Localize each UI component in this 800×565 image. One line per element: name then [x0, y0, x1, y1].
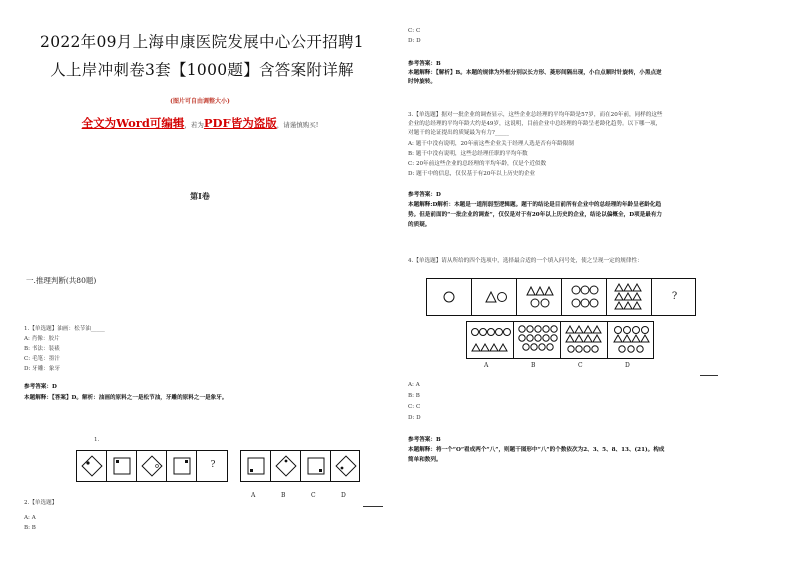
q1-option-a: A: 肖像：胶片 — [24, 336, 60, 342]
q2-choice-d-figure — [331, 451, 361, 481]
q4-stem: 4.【单选题】请从所给的四个选项中，选择最合适的一个填入问号处，使之呈现一定的规律性： — [408, 258, 643, 264]
q1-answer: 参考答案：D — [24, 384, 57, 390]
edit-notice-mid: ，若为 — [184, 121, 204, 129]
q3-stem-line3: 对题干的论证提出的质疑最为有力?_____ — [408, 130, 509, 136]
q2-fig-cell-5 — [197, 451, 229, 481]
q1-option-b: B: 书法：装裱 — [24, 346, 60, 352]
q4-label-a: A — [484, 362, 489, 369]
q4-question-mark: ? — [671, 291, 678, 302]
q4-choice-a-figure — [467, 322, 514, 358]
q1-stem: 1.【单选题】油画：松节油_____ — [24, 326, 105, 332]
q4-choice-c-figure — [561, 322, 608, 358]
q4-choice-b-figure — [514, 322, 561, 358]
q2-figure-number: 1. — [94, 437, 100, 443]
doc-title-line1: 2022年09月上海申康医院发展中心公开招聘1 — [40, 33, 364, 51]
section-heading: 一.推理判断(共80题) — [26, 276, 97, 285]
q4-fig-cell-5 — [607, 279, 652, 315]
q1-analysis: 本题解释：【答案】D。解析：油画的原料之一是松节油，牙雕的原料之一是象牙。 — [24, 395, 228, 401]
q3-option-d: D: 题干中的信息，仅仅基于有20年以上历史的企业 — [408, 171, 536, 177]
q4-answer-blank — [700, 375, 718, 376]
q2-stem: 2.【单选题】 — [24, 500, 58, 506]
edit-notice-word: 全文为Word可编辑 — [81, 116, 185, 130]
edit-notice — [0, 112, 400, 131]
edit-notice-pdf: PDF皆为盗版 — [203, 116, 277, 130]
q2-choice-b-figure — [271, 451, 301, 481]
q3-stem-line2: 企业的总经理的平均年龄大约是49岁，这说明，目前企业中总经理的年龄呈老龄化趋势。以下哪一项， — [408, 121, 662, 127]
q2-fig-cell-1 — [77, 451, 107, 481]
q3-option-c: C: 20年前这些企业的总经理的平均年龄，仅是个近似数 — [408, 161, 547, 167]
q3-option-b: B: 题干中没有说明，这些总经理任职的平均年数 — [408, 151, 528, 157]
q2-answer-blank — [363, 506, 383, 507]
q4-analysis-line2: 简单和数列。 — [408, 457, 442, 463]
q4-option-c: C: C — [408, 404, 421, 410]
q4-option-b: B: B — [408, 393, 420, 399]
q4-choice-d-figure — [608, 322, 655, 358]
q2-option-b: B: B — [24, 525, 36, 531]
q2-label-a: A — [251, 492, 256, 499]
q2-label-c: C — [311, 492, 316, 499]
q4-label-d: D — [625, 362, 630, 369]
q4-fig-cell-2 — [472, 279, 517, 315]
q4-label-c: C — [578, 362, 583, 369]
q4-figure-question — [426, 278, 696, 316]
right-page — [400, 0, 800, 565]
q2-figure-choices — [240, 450, 360, 482]
q2-question-mark: ? — [210, 460, 216, 470]
q3-option-a: A: 题干中没有说明，20年前这些企业关于经理人选是否有年龄限制 — [408, 141, 574, 147]
q2-option-c: C: C — [408, 28, 421, 34]
edit-notice-end: ，请谨慎购买! — [276, 121, 319, 129]
q4-option-a: A: A — [408, 382, 420, 388]
q4-fig-cell-4 — [562, 279, 607, 315]
q3-analysis-line2: 势。但是前面的“一批企业的调查”，仅仅是对于有20年以上历史的企业，结论以偏概全，D项是最有力 — [408, 212, 663, 218]
q2-option-a: A: A — [24, 515, 36, 521]
q4-figure-choices — [466, 321, 654, 359]
doc-title-line2: 人上岸冲刺卷3套【1000题】含答案附详解 — [50, 61, 354, 79]
q3-analysis-line3: 的质疑。 — [408, 222, 431, 228]
q4-answer: 参考答案：B — [408, 437, 441, 443]
q2-figure-question — [76, 450, 228, 482]
q3-analysis-line1: 本题解释:D解析：本题是一道削弱型逻辑题。题干的结论是目前所有企业中的总经理的年龄呈老龄化趋 — [408, 202, 662, 208]
image-note: (图片可自由调整大小) — [170, 98, 230, 105]
q2-choice-c-figure — [301, 451, 331, 481]
volume-heading: 第I卷 — [190, 191, 210, 201]
q2-fig-cell-4 — [167, 451, 197, 481]
q4-label-b: B — [531, 362, 536, 369]
q2-choice-a-figure — [241, 451, 271, 481]
q2-label-b: B — [281, 492, 286, 499]
q1-option-d: D: 牙雕：象牙 — [24, 366, 61, 372]
q4-option-d: D: D — [408, 415, 421, 421]
q2-fig-cell-2 — [107, 451, 137, 481]
q4-fig-cell-6 — [652, 279, 697, 315]
q2-analysis-line2: 时钟旋转。 — [408, 79, 436, 85]
q2-option-d: D: D — [408, 38, 421, 44]
q2-analysis-line1: 本题解释：【解析】B。本题的规律为外框分别以长方形、菱形间隔出现，小白点顺时针旋转，小黑点逆 — [408, 70, 662, 76]
q3-answer: 参考答案：D — [408, 192, 441, 198]
q2-answer: 参考答案：B — [408, 61, 441, 67]
q1-option-c: C: 毛笔：墨汁 — [24, 356, 60, 362]
q4-analysis-line1: 本题解释：将一个“O”看成两个“八”，则题干图形中“八”的个数依次为2、3、5、8、13、(21)。构成 — [408, 447, 665, 453]
q4-fig-cell-3 — [517, 279, 562, 315]
q2-label-d: D — [341, 492, 346, 499]
q2-fig-cell-3 — [137, 451, 167, 481]
q3-stem-line1: 3.【单选题】据对一批企业的调查显示，这些企业总经理的平均年龄是57岁，而在20年前，同样的这些 — [408, 112, 663, 118]
q4-fig-cell-1 — [427, 279, 472, 315]
